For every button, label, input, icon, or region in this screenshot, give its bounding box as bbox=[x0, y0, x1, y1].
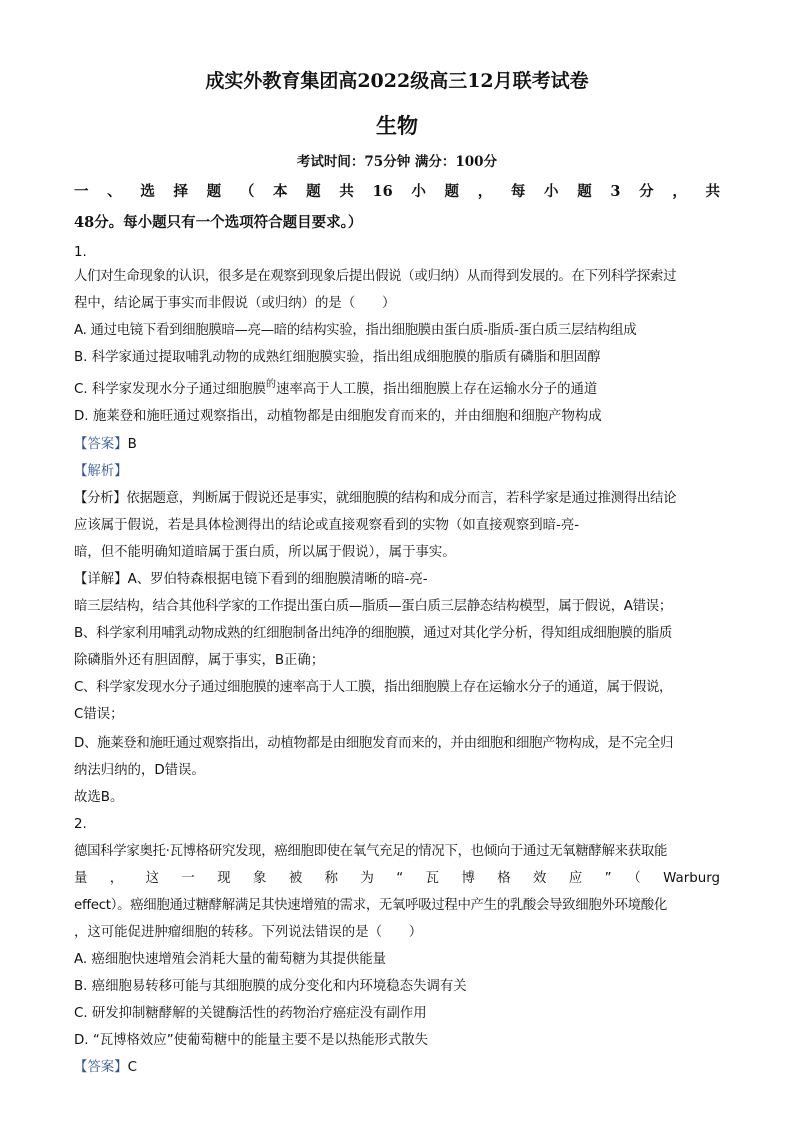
xiangjie-tag: 【详解】 bbox=[74, 572, 128, 587]
fenxi-tag: 【分析】 bbox=[74, 491, 127, 506]
question-1-xiangjie-c-line1: C、科学家发现水分子通过细胞膜的速率高于人工膜，指出细胞膜上存在运输水分子的通道，属于假说， bbox=[74, 680, 673, 695]
answer-tag: 【答案】 bbox=[74, 1060, 128, 1075]
question-1-answer bbox=[74, 435, 720, 455]
question-2-option-a: A. 癌细胞快速增殖会消耗大量的葡萄糖为其提供能量 bbox=[74, 952, 387, 967]
question-1-xiangjie-b-line1: B、科学家利用哺乳动物成熟的红细胞制备出纯净的细胞膜，通过对其化学分析，得知组成细胞膜的脂质 bbox=[74, 626, 672, 641]
question-1-fenxi-line3: 暗，但不能明确知道暗属于蛋白质，所以属于假说），属于事实。 bbox=[74, 545, 456, 560]
question-1-stem-line1: 人们对生命现象的认识，很多是在观察到现象后提出假说（或归纳）从而得到发展的。在下列科学探索过 bbox=[74, 269, 677, 284]
subject-title: 生物 bbox=[376, 113, 418, 138]
section-heading-line1: 一、选择题（本题共16小题，每小题3分，共 bbox=[74, 183, 720, 200]
exam-title: 成实外教育集团高2022级高三12月联考试卷 bbox=[205, 70, 589, 92]
question-2-stem-line2: 量，这一现象被称为“瓦博格效应”（Warburg bbox=[74, 871, 720, 886]
xiangjie-a-1: A、罗伯特森根据电镜下看到的细胞膜清晰的暗-亮- bbox=[127, 572, 428, 587]
answer-value: B bbox=[127, 437, 137, 452]
question-1-option-b: B. 科学家通过提取哺乳动物的成熟红细胞膜实验，指出组成细胞膜的脂质有磷脂和胆固醇 bbox=[74, 350, 601, 365]
question-1-fenxi-line1 bbox=[74, 489, 720, 509]
question-2-stem-line1: 德国科学家奥托·瓦博格研究发现，癌细胞即使在氧气充足的情况下，也倾向于通过无氧糖酵解来获取能 bbox=[74, 844, 668, 859]
question-1-xiangjie-d-line2: 纳法归纳的，D错误。 bbox=[74, 763, 205, 778]
question-2-option-c: C. 研发抑制糖酵解的关键酶活性的药物治疗癌症没有副作用 bbox=[74, 1006, 427, 1021]
question-1-number: 1. bbox=[74, 245, 87, 260]
option-c-text-1: C. 科学家发现水分子通过细胞膜 bbox=[74, 382, 266, 397]
question-2-stem-line3: effect）。癌细胞通过糖酵解满足其快速增殖的需求，无氧呼吸过程中产生的乳酸会导致细胞外环境酸化 bbox=[74, 898, 667, 913]
question-2-stem-line4: ，这可能促进肿瘤细胞的转移。下列说法错误的是（ ） bbox=[74, 925, 423, 940]
analysis-tag: 【解析】 bbox=[74, 464, 128, 479]
answer-tag: 【答案】 bbox=[74, 437, 128, 452]
question-1-stem-line2: 程中，结论属于事实而非假说（或归纳）的是（ ） bbox=[74, 296, 396, 311]
question-1-xiangjie-line1 bbox=[74, 570, 720, 590]
exam-meta: 考试时间：75分钟 满分：100分 bbox=[296, 154, 498, 170]
question-1-option-d: D. 施莱登和施旺通过观察指出，动植物都是由细胞发育而来的，并由细胞和细胞产物构成 bbox=[74, 409, 602, 424]
question-2-number: 2. bbox=[74, 817, 87, 832]
fenxi-text-1: 依据题意，判断属于假说还是事实，就细胞膜的结构和成分而言，若科学家是通过推测得出结论 bbox=[126, 491, 677, 506]
question-2-option-d: D. “瓦博格效应”使葡萄糖中的能量主要不是以热能形式散失 bbox=[74, 1033, 429, 1048]
question-1-xiangjie-d-line1: D、施莱登和施旺通过观察指出，动植物都是由细胞发育而来的，并由细胞和细胞产物构成，是不完全归 bbox=[74, 736, 674, 751]
answer-value: C bbox=[127, 1060, 137, 1075]
question-1-option-c bbox=[74, 380, 720, 401]
question-2-option-b: B. 癌细胞易转移可能与其细胞膜的成分变化和内环境稳态失调有关 bbox=[74, 979, 467, 994]
option-c-raised-char: 的 bbox=[265, 379, 276, 390]
question-1-xiangjie-c-line2: C错误； bbox=[74, 707, 124, 722]
question-1-option-a: A. 通过电镜下看到细胞膜暗—亮—暗的结构实验，指出细胞膜由蛋白质-脂质-蛋白质三层结构组成 bbox=[74, 323, 637, 338]
option-c-text-2: 速率高于人工膜，指出细胞膜上存在运输水分子的通道 bbox=[275, 382, 598, 397]
question-2-answer bbox=[74, 1058, 720, 1078]
question-1-conclusion: 故选B。 bbox=[74, 790, 124, 805]
question-1-analysis-tag bbox=[74, 462, 720, 482]
question-1-xiangjie-a-line2: 暗三层结构，结合其他科学家的工作提出蛋白质—脂质—蛋白质三层静态结构模型，属于假说，A错误； bbox=[74, 599, 672, 614]
section-heading-line2: 48分。每小题只有一个选项符合题目要求。） bbox=[74, 214, 363, 231]
question-1-fenxi-line2: 应该属于假说，若是具体检测得出的结论或直接观察看到的实物（如直接观察到暗-亮- bbox=[74, 518, 580, 533]
question-1-xiangjie-b-line2: 除磷脂外还有胆固醇，属于事实，B正确； bbox=[74, 653, 325, 668]
